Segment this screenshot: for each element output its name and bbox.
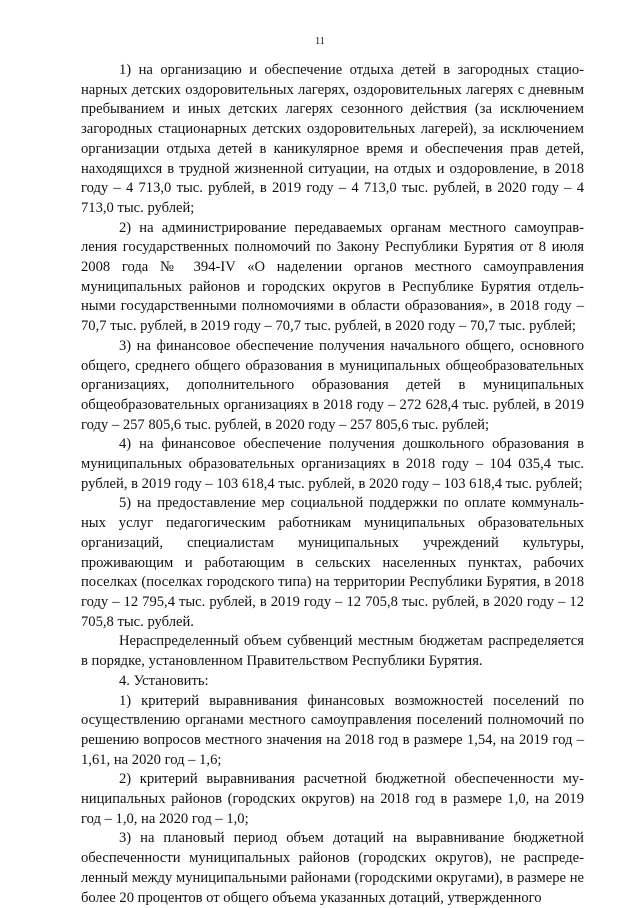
paragraph-subsidy-preschool-education: 4) на финансовое обеспечение получения дошкольного образования в муниципальных образовательных организациях в 2018 году – 104 035,4 тыс. рублей, в 2019 году – 103 618,4 тыс. рублей, в 2020 году – 103 618,4 тыс. рублей; [81,436,584,492]
paragraph-planning-period-grants: 3) на плановый период объем дотаций на выравнивание бюджетной обеспеченности муниципальных районов (городских округов), не распределенный между муниципальными районами (городскими округами), в размере не более 20 процентов от общего объема указанных дотаций, утвержденного [81,830,584,906]
paragraph-subsidy-child-recreation: 1) на организацию и обеспечение отдыха детей в загородных стационарных детских оздоровительных лагерях, оздоровительных лагерях с дневным пребыванием и иных детских лагерях сезонного действия (за исключением загородных стационарных детских оздоровительных лагерей), за исключением организации отдыха детей в каникулярное время и обеспечения прав детей, находящихся в трудной жизненной ситуации, на отдых и оздоровление, в 2018 году – 4 713,0 тыс. рублей, в 2019 году – 4 713,0 тыс. рублей, в 2020 году – 4 713,0 тыс. рублей; [81,62,584,216]
paragraph-criterion-districts: 2) критерий выравнивания расчетной бюджетной обеспеченности муниципальных районов (городских округов) на 2018 год в размере 1,0, на 2019 год – 1,0, на 2020 год – 1,0; [81,771,584,827]
paragraph-subsidy-general-education: 3) на финансовое обеспечение получения начального общего, основного общего, среднего общего образования в муниципальных общеобразовательных организациях, дополнительного образования детей в муниципальных общеобразовательных организациях в 2018 году – 272 628,4 тыс. рублей, в 2019 году – 257 805,6 тыс. рублей, в 2020 году – 257 805,6 тыс. рублей; [81,337,584,433]
paragraph-undistributed-subsidies: Нераспределенный объем субвенций местным бюджетам распределяется в порядке, установленном Правительством Республики Бурятия. [81,633,584,670]
paragraph-subsidy-social-support: 5) на предоставление мер социальной поддержки по оплате коммунальных услуг педагогическим работникам муниципальных образовательных организаций, специалистам муниципальных учреждений культуры, проживающим и работающим в сельских населенных пунктах, рабочих поселках (поселках городского типа) на территории Республики Бурятия, в 2018 году – 12 795,4 тыс. рублей, в 2019 году – 12 705,8 тыс. рублей, в 2020 году – 12 705,8 тыс. рублей. [81,495,584,630]
paragraph-criterion-settlements: 1) критерий выравнивания финансовых возможностей поселений по осуществлению органами местного самоуправления поселений полномочий по решению вопросов местного значения на 2018 год в размере 1,54, на 2019 год – 1,61, на 2020 год – 1,6; [81,692,584,768]
paragraph-section-4-heading: 4. Установить: [119,672,209,689]
document-body [81,61,584,908]
paragraph-subsidy-administration: 2) на администрирование передаваемых органам местного самоуправления государственных полномочий по Закону Республики Бурятия от 8 июля 2008 года № 394-IV «О наделении органов местного самоуправления муниципальных районов и городских округов в Республике Бурятия отдельными государственными полномочиями в области образования», в 2018 году – 70,7 тыс. рублей, в 2019 году – 70,7 тыс. рублей, в 2020 году – 70,7 тыс. рублей; [81,219,584,335]
page-number: 11 [315,36,325,47]
